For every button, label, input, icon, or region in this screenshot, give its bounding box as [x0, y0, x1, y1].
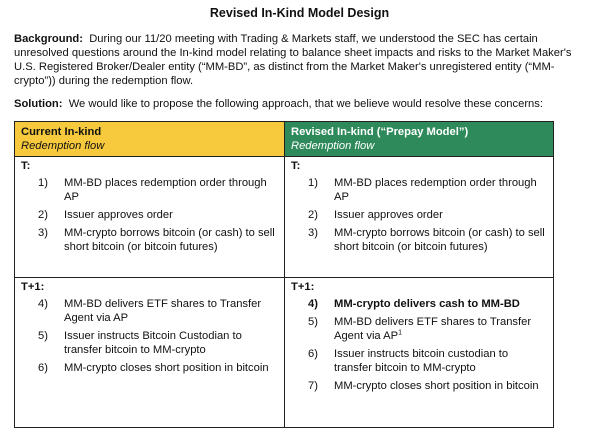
revised-t1-cell: [285, 277, 553, 427]
step-number: 2): [38, 209, 48, 221]
step-text: Issuer instructs bitcoin custodian to transfer bitcoin to MM-crypto: [334, 348, 509, 374]
step-text: MM-crypto borrows bitcoin (or cash) to sell short bitcoin (or bitcoin futures): [334, 227, 545, 253]
revised-inkind-subtitle: Redemption flow: [291, 140, 375, 152]
step-item: [21, 329, 278, 357]
document-title: Revised In-Kind Model Design: [209, 6, 390, 20]
step-item: [21, 208, 278, 222]
step-text: Issuer instructs Bitcoin Custodian to transfer bitcoin to MM-crypto: [64, 330, 242, 356]
step-number: 1): [38, 177, 48, 189]
step-item: [21, 176, 278, 204]
step-number: 3): [38, 227, 48, 239]
step-item: [291, 208, 547, 222]
background-label: Background:: [14, 33, 83, 45]
step-text: MM-crypto borrows bitcoin (or cash) to sell short bitcoin (or bitcoin futures): [64, 227, 275, 253]
step-item: [21, 361, 278, 375]
step-text: MM-BD delivers ETF shares to Transfer Agent via AP: [334, 316, 532, 342]
step-item: [291, 347, 547, 375]
step-text: MM-BD places redemption order through AP: [64, 177, 267, 203]
step-item: [291, 176, 547, 204]
step-text: Issuer approves order: [64, 209, 173, 221]
step-item: [21, 297, 278, 325]
step-item: [291, 297, 547, 311]
background-paragraph: [14, 32, 589, 88]
step-number: 1): [308, 177, 318, 189]
step-text: MM-crypto closes short position in bitcoin: [334, 380, 539, 392]
step-item: [291, 379, 547, 393]
current-inkind-subtitle: Redemption flow: [21, 140, 105, 152]
step-item: [21, 226, 278, 254]
step-text: MM-crypto delivers cash to MM-BD: [334, 298, 520, 310]
solution-text: We would like to propose the following approach, that we believe would resolve these concerns:: [68, 98, 543, 110]
current-t1-cell: [15, 277, 285, 427]
step-number: 6): [308, 348, 318, 360]
footnote-marker: 1: [398, 329, 402, 337]
revised-inkind-header: [285, 122, 553, 156]
revised-t-cell: [285, 156, 553, 277]
step-number: 4): [308, 298, 318, 310]
step-number: 5): [308, 316, 318, 328]
solution-paragraph: [14, 97, 589, 111]
comparison-table: [14, 121, 554, 428]
phase-label: T:: [291, 160, 301, 172]
step-item: [291, 226, 547, 254]
step-number: 3): [308, 227, 318, 239]
step-text: Issuer approves order: [334, 209, 443, 221]
step-number: 7): [308, 380, 318, 392]
step-text: MM-BD delivers ETF shares to Transfer Agent via AP: [64, 298, 262, 324]
solution-label: Solution:: [14, 98, 63, 110]
step-text: MM-BD places redemption order through AP: [334, 177, 537, 203]
current-inkind-title: Current In-kind: [21, 126, 102, 138]
step-number: 2): [308, 209, 318, 221]
step-item: [291, 315, 547, 343]
background-text: During our 11/20 meeting with Trading & Markets staff, we understood the SEC has certain unresolved questions around the In-kind model relating to balance sheet impacts and risks to the Market Maker's U.S. Registered Broker/Dealer entity (“MM-BD”, as distinct from the Market Maker's unregistered entity (“MM-crypto”)) during the redemption flow.: [14, 33, 572, 87]
current-t-cell: [15, 156, 285, 277]
current-inkind-header: [15, 122, 285, 156]
step-number: 5): [38, 330, 48, 342]
step-number: 6): [38, 362, 48, 374]
phase-label: T:: [21, 160, 31, 172]
revised-inkind-title: Revised In-kind (“Prepay Model”): [291, 126, 469, 138]
phase-label: T+1:: [291, 281, 315, 293]
phase-label: T+1:: [21, 281, 45, 293]
step-number: 4): [38, 298, 48, 310]
step-text: MM-crypto closes short position in bitcoin: [64, 362, 269, 374]
